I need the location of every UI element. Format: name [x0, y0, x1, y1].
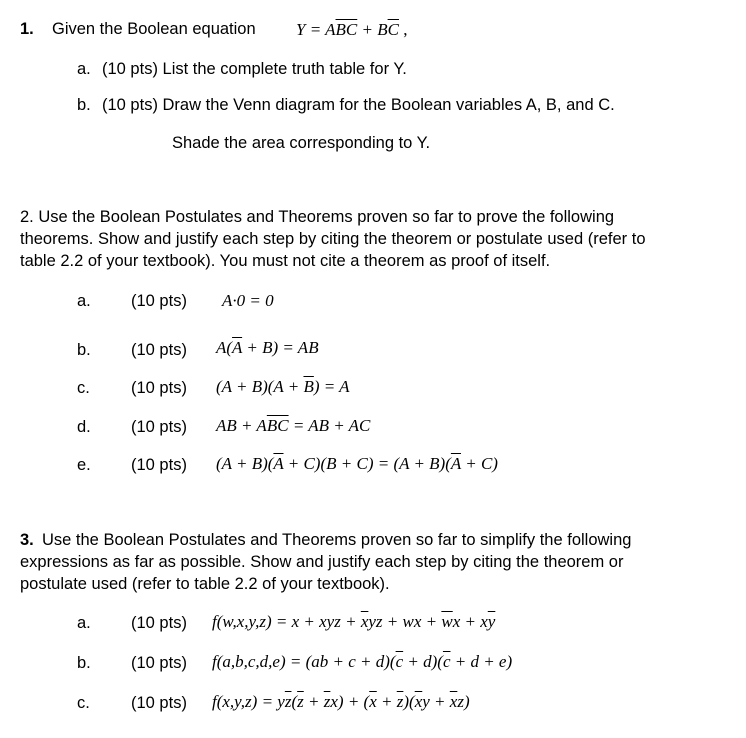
q2-e-bar1: $\overline{A}$ [273, 454, 284, 473]
q3-c-part8: z) [457, 692, 470, 711]
q1-number: 1. [20, 20, 34, 38]
q2-a-label: a. [77, 292, 91, 310]
q2-c-part2: ) = A [313, 377, 350, 396]
q2-a-expr [222, 291, 274, 311]
q3-b-bar2: $\overline{c}$ [442, 652, 451, 671]
q3-b-expr [212, 652, 512, 672]
q2-d-label: d. [77, 418, 91, 436]
q2-b-bar: $\overline{A}$ [232, 338, 243, 357]
q3-line2: expressions as far as possible. Show and justify each step by citing the theorem or [20, 553, 624, 571]
q3-number: 3. [20, 531, 34, 549]
q1-eq-plus: + B [357, 20, 388, 39]
q3-c-part2: ( [291, 692, 298, 711]
q3-a-pts: (10 pts) [131, 614, 187, 632]
q2-d-part2: = AB + AC [288, 416, 371, 435]
q3-b-part2: + d)( [403, 652, 443, 671]
q2-e-part3: + C) [460, 454, 498, 473]
q3-c-pts: (10 pts) [131, 694, 187, 712]
q1-a-text: (10 pts) List the complete truth table for Y. [102, 60, 407, 78]
q2-b-part2: + B) = AB [242, 338, 319, 357]
q1-eq-bar2: $\overline{C}$ [387, 20, 399, 39]
q2-b-expr [216, 338, 319, 358]
q3-c-part5: + [376, 692, 397, 711]
q1-eq-comma: , [398, 20, 408, 39]
q3-c-part6: )( [403, 692, 415, 711]
q3-a-part2: yz + wx + [368, 612, 442, 631]
q2-a-expr-text: A·0 = 0 [222, 291, 274, 310]
q2-b-label: b. [77, 341, 91, 359]
q2-e-bar2: $\overline{A}$ [450, 454, 461, 473]
q1-b-text: (10 pts) Draw the Venn diagram for the Boolean variables A, B, and C. [102, 96, 615, 114]
q3-c-part4: x) + ( [330, 692, 370, 711]
q2-e-pts: (10 pts) [131, 456, 187, 474]
q3-line3: postulate used (refer to table 2.2 of your textbook). [20, 575, 390, 593]
q3-c-bar3: $\overline{z}$ [323, 692, 331, 711]
q2-c-pts: (10 pts) [131, 379, 187, 397]
q2-c-part1: (A + B)(A + [216, 377, 304, 396]
q3-c-bar6: $\overline{x}$ [414, 692, 423, 711]
q2-a-pts: (10 pts) [131, 292, 187, 310]
q2-e-label: e. [77, 456, 91, 474]
q3-a-label: a. [77, 614, 91, 632]
q3-line1: Use the Boolean Postulates and Theorems proven so far to simplify the following [42, 531, 632, 549]
q1-a-label: a. [77, 60, 91, 78]
q1-b-label: b. [77, 96, 91, 114]
q1-eq-bar1: $\overline{BC}$ [335, 20, 358, 39]
q2-line1: 2. Use the Boolean Postulates and Theorems proven so far to prove the following [20, 208, 615, 226]
q1-intro: Given the Boolean equation [52, 20, 256, 38]
q3-a-bar3: $\overline{y}$ [487, 612, 496, 631]
q1-eq-lhs: Y = A [296, 20, 336, 39]
q3-a-part1: f(w,x,y,z) = x + xyz + [212, 612, 361, 631]
q2-c-bar: $\overline{B}$ [303, 377, 314, 396]
q3-a-part3: x + x [452, 612, 488, 631]
q3-a-expr [212, 612, 495, 632]
q1-equation [296, 20, 407, 40]
q3-b-part1: f(a,b,c,d,e) = (ab + c + d)( [212, 652, 396, 671]
q3-b-label: b. [77, 654, 91, 672]
q2-d-part1: AB + A [216, 416, 267, 435]
q3-c-bar5: $\overline{z}$ [396, 692, 404, 711]
q3-c-bar4: $\overline{x}$ [369, 692, 377, 711]
q3-b-bar1: $\overline{c}$ [395, 652, 404, 671]
q2-e-expr [216, 454, 498, 474]
q2-c-expr [216, 377, 350, 397]
q1-b-text2: Shade the area corresponding to Y. [172, 134, 431, 152]
q3-c-bar1: $\overline{z}$ [284, 692, 292, 711]
q2-c-label: c. [77, 379, 90, 397]
q2-line3: table 2.2 of your textbook). You must not cite a theorem as proof of itself. [20, 252, 551, 270]
q3-c-label: c. [77, 694, 90, 712]
q3-c-part7: y + [422, 692, 450, 711]
q2-d-pts: (10 pts) [131, 418, 187, 436]
q2-e-part2: + C)(B + C) = (A + B)( [283, 454, 451, 473]
q3-a-bar1: $\overline{x}$ [360, 612, 369, 631]
q3-c-bar2: $\overline{z}$ [297, 692, 304, 711]
q2-b-part1: A( [216, 338, 233, 357]
q3-c-expr [212, 692, 470, 712]
q3-c-part3: + [303, 692, 324, 711]
q3-b-pts: (10 pts) [131, 654, 187, 672]
q3-b-part3: + d + e) [450, 652, 513, 671]
q2-b-pts: (10 pts) [131, 341, 187, 359]
q2-d-expr [216, 416, 370, 436]
q3-c-bar7: $\overline{x}$ [449, 692, 458, 711]
q2-line2: theorems. Show and justify each step by citing the theorem or postulate used (refer to [20, 230, 646, 248]
q2-e-part1: (A + B)( [216, 454, 274, 473]
q3-c-part1: f(x,y,z) = y [212, 692, 285, 711]
q2-d-bar: $\overline{BC}$ [266, 416, 289, 435]
q3-a-bar2: $\overline{w}$ [441, 612, 453, 631]
